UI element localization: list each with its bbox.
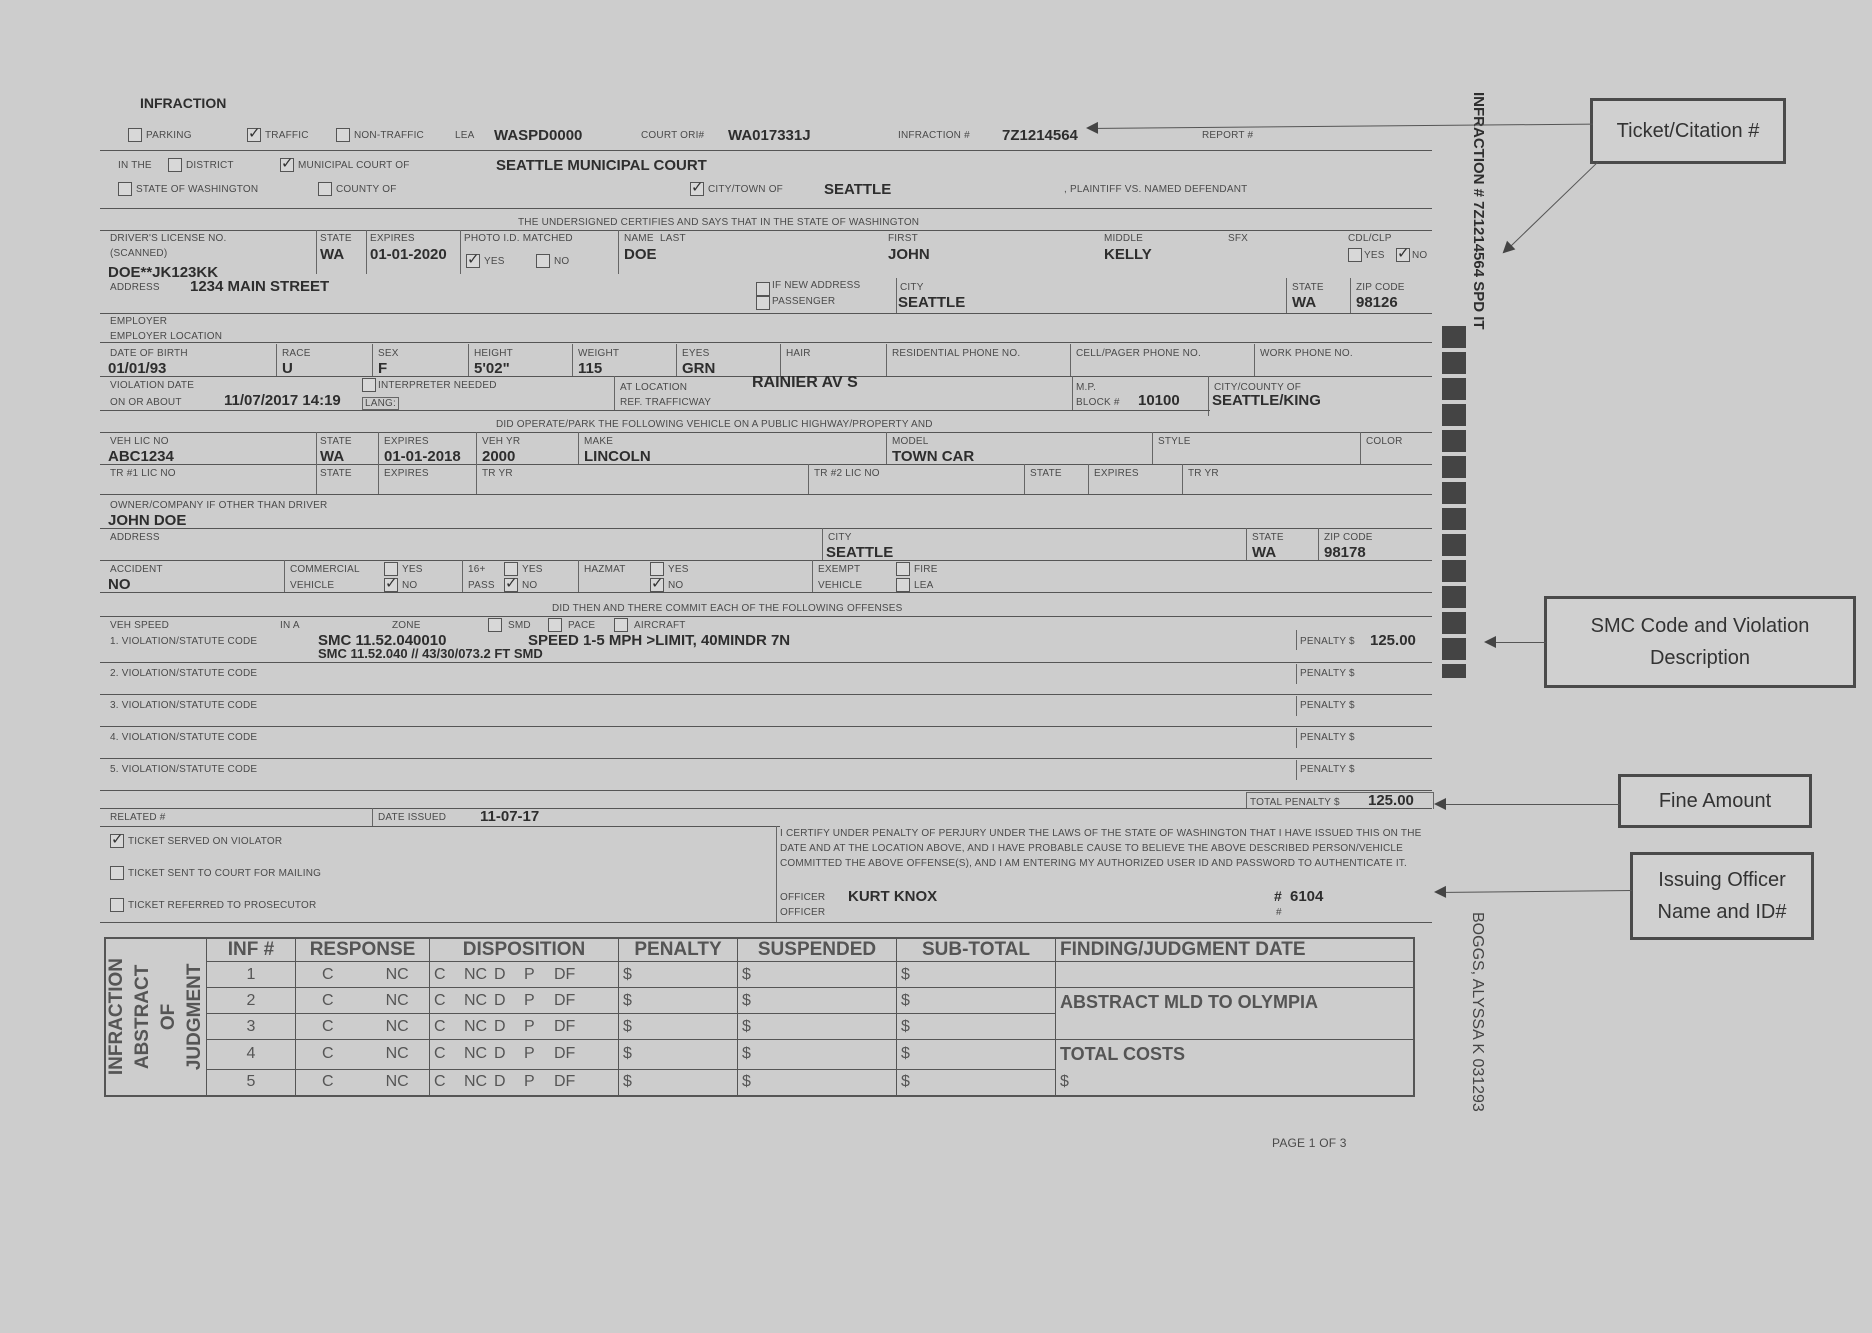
eyes-value: GRN [682, 360, 716, 377]
penalty-5-label: PENALTY $ [1300, 764, 1355, 775]
block-label: BLOCK # [1076, 397, 1120, 408]
first-name-value: JOHN [888, 246, 930, 263]
middle-name-label: MIDDLE [1104, 233, 1143, 244]
veh-lic-value: ABC1234 [108, 448, 174, 465]
pass-yes-label: YES [522, 564, 543, 575]
header-finding-date: FINDING/JUDGMENT DATE [1056, 938, 1415, 962]
operate-text: DID OPERATE/PARK THE FOLLOWING VEHICLE ON A PUBLIC HIGHWAY/PROPERTY AND [496, 419, 933, 430]
divider [100, 342, 1432, 343]
lea-exempt-label: LEA [914, 580, 934, 591]
response-cell: C NC [296, 988, 430, 1014]
disposition-cell: C NC D P DF [430, 1069, 619, 1096]
callout-smc-code [1544, 596, 1856, 688]
parking-label: PARKING [146, 130, 192, 141]
state-value: WA [1292, 294, 1317, 311]
make-value: LINCOLN [584, 448, 651, 465]
penalty-cell: $ [619, 1014, 738, 1040]
lea-label: LEA [455, 130, 475, 141]
exempt-fire-checkbox[interactable] [896, 562, 910, 576]
subtotal-cell: $ [897, 1069, 1056, 1096]
response-cell: C NC [296, 962, 430, 988]
officer-id-prefix-2: # [1276, 907, 1282, 918]
arrow-smc [1486, 642, 1546, 643]
passenger-label: PASSENGER [772, 296, 836, 307]
disposition-cell: C NC D P DF [430, 1040, 619, 1070]
subtotal-cell: $ [897, 962, 1056, 988]
in-a-label: IN A [280, 620, 300, 631]
state-of-wa-label: STATE OF WASHINGTON [136, 184, 259, 195]
last-name-label: LAST [660, 233, 686, 244]
officer-id-prefix: # [1274, 888, 1282, 904]
mp-label: M.P. [1076, 382, 1097, 393]
disposition-cell: C NC D P DF [430, 962, 619, 988]
inf-number: 4 [207, 1040, 296, 1070]
penalty-cell: $ [619, 1040, 738, 1070]
tr2-label: TR #2 LIC NO [814, 468, 880, 479]
city-label: CITY [900, 282, 924, 293]
officer-label: OFFICER [780, 892, 826, 903]
license-label: DRIVER'S LICENSE NO. [110, 233, 227, 244]
in-the-label: IN THE [118, 160, 152, 171]
violation-1-label: 1. VIOLATION/STATUTE CODE [110, 636, 258, 647]
hazmat-label: HAZMAT [584, 564, 626, 575]
date-issued-label: DATE ISSUED [378, 812, 447, 823]
at-location-label: AT LOCATION [620, 382, 688, 393]
arrow-fine [1436, 804, 1620, 805]
pass-16-label: 16+ [468, 564, 486, 575]
abstract-side-label [105, 938, 207, 1096]
make-label: MAKE [584, 436, 614, 447]
pass-label: PASS [468, 580, 495, 591]
side-label-4: JUDGMENT [184, 963, 205, 1071]
district-label: DISTRICT [186, 160, 234, 171]
city-value: SEATTLE [898, 294, 966, 311]
penalty-4-label: PENALTY $ [1300, 732, 1355, 743]
owner-label: OWNER/COMPANY IF OTHER THAN DRIVER [110, 500, 328, 511]
suspended-cell: $ [738, 1040, 897, 1070]
callout-officer-text-1: Issuing Officer [1658, 869, 1786, 891]
state-label: STATE [1292, 282, 1324, 293]
officer-id: 6104 [1290, 888, 1324, 905]
disposition-cell: C NC D P DF [430, 1014, 619, 1040]
header-penalty: PENALTY [619, 938, 738, 962]
address-label: ADDRESS [110, 282, 160, 293]
owner-zip-value: 98178 [1324, 544, 1366, 561]
violation-2-label: 2. VIOLATION/STATUTE CODE [110, 668, 258, 679]
vertical-infraction-number: INFRACTION # 7Z1214564 SPD IT [1470, 92, 1487, 330]
accident-label: ACCIDENT [110, 564, 163, 575]
veh-state-label: STATE [320, 436, 352, 447]
total-costs-label: TOTAL COSTS [1056, 1040, 1415, 1070]
inf-number: 3 [207, 1014, 296, 1040]
suspended-cell: $ [738, 1014, 897, 1040]
tr2-yr-label: TR YR [1188, 468, 1219, 479]
abstract-mld: ABSTRACT MLD TO OLYMPIA [1056, 988, 1415, 1040]
weight-value: 115 [578, 360, 603, 377]
license-value: DOE**JK123KK [108, 264, 219, 281]
veh-yr-label: VEH YR [482, 436, 521, 447]
veh-expires-label: EXPIRES [384, 436, 429, 447]
municipal-label: MUNICIPAL COURT OF [298, 160, 410, 171]
dl-state-value: WA [320, 246, 345, 263]
total-penalty-value: 125.00 [1368, 792, 1414, 809]
infraction-number-value: 7Z1214564 [1002, 127, 1078, 144]
last-name-value: DOE [624, 246, 657, 263]
divider [100, 758, 1432, 759]
disposition-cell: C NC D P DF [430, 988, 619, 1014]
inf-number: 1 [207, 962, 296, 988]
city-town-checkbox[interactable] [690, 182, 704, 196]
pace-label: PACE [568, 620, 596, 631]
divider [100, 464, 1432, 465]
race-value: U [282, 360, 293, 377]
certify-text: I CERTIFY UNDER PENALTY OF PERJURY UNDER THE LAWS OF THE STATE OF WASHINGTON THAT I HAVE ISSUED THIS ON THE DATE AND AT THE LOCATION ABOVE, AND I HAVE PROBABLE CAUSE TO BELIEVE THE ABOVE DESCRIBED PERSON/VEHICLE COMMITTED THE ABOVE OFFENSE(S), AND I AM ENTERING MY AUTHORIZED USER ID AND PASSWORD TO AUTHENTICATE IT. [780, 828, 1422, 869]
infraction-number-label: INFRACTION # [898, 130, 970, 141]
height-value: 5'02" [474, 360, 510, 377]
sex-value: F [378, 360, 388, 377]
court-ori-label: COURT ORI# [641, 130, 705, 141]
form-title: INFRACTION [140, 95, 227, 111]
callout-officer-text-2: Name and ID# [1657, 901, 1787, 923]
fire-label: FIRE [914, 564, 938, 575]
owner-state-label: STATE [1252, 532, 1284, 543]
commercial-yes-label: YES [402, 564, 423, 575]
tr1-expires-label: EXPIRES [384, 468, 429, 479]
lea-value: WASPD0000 [494, 127, 583, 144]
callout-fine-amount [1618, 774, 1812, 828]
side-label-2: ABSTRACT [132, 964, 153, 1070]
response-cell: C NC [296, 1069, 430, 1096]
res-phone-label: RESIDENTIAL PHONE NO. [892, 348, 1021, 359]
height-label: HEIGHT [474, 348, 513, 359]
exempt-lea-checkbox[interactable] [896, 578, 910, 592]
divider [100, 560, 1432, 561]
middle-name-value: KELLY [1104, 246, 1152, 263]
veh-state-value: WA [320, 448, 345, 465]
new-address-checkbox[interactable] [756, 282, 770, 296]
employer-label: EMPLOYER [110, 316, 168, 327]
callout-fine-text: Fine Amount [1658, 790, 1772, 812]
violation-5-label: 5. VIOLATION/STATUTE CODE [110, 764, 258, 775]
non-traffic-label: NON-TRAFFIC [354, 130, 424, 141]
subtotal-cell: $ [897, 1014, 1056, 1040]
zone-label: ZONE [392, 620, 421, 631]
hazmat-no-label: NO [668, 580, 684, 591]
officer-name: KURT KNOX [848, 888, 938, 905]
aircraft-label: AIRCRAFT [634, 620, 686, 631]
city-town-value: SEATTLE [824, 181, 892, 198]
abstract-of-judgment-table [104, 937, 1415, 1097]
state-of-wa-checkbox[interactable] [118, 182, 132, 196]
commercial-no-label: NO [402, 580, 418, 591]
race-label: RACE [282, 348, 311, 359]
report-number-label: REPORT # [1202, 130, 1254, 141]
header-suspended: SUSPENDED [738, 938, 897, 962]
divider [100, 790, 1432, 791]
county-checkbox[interactable] [318, 182, 332, 196]
owner-zip-label: ZIP CODE [1324, 532, 1373, 543]
interpreter-label: INTERPRETER NEEDED [378, 380, 497, 391]
penalty-1-value: 125.00 [1370, 632, 1416, 649]
hair-label: HAIR [786, 348, 811, 359]
total-penalty-label: TOTAL PENALTY $ [1250, 797, 1340, 808]
suspended-cell: $ [738, 988, 897, 1014]
aircraft-checkbox[interactable] [614, 618, 628, 632]
divider [100, 208, 1432, 209]
violation-3-label: 3. VIOLATION/STATUTE CODE [110, 700, 258, 711]
sent-label: TICKET SENT TO COURT FOR MAILING [128, 868, 322, 879]
served-label: TICKET SERVED ON VIOLATOR [128, 836, 283, 847]
traffic-label: TRAFFIC [265, 130, 309, 141]
commercial-vehicle-label: VEHICLE [290, 580, 335, 591]
city-county-value: SEATTLE/KING [1212, 392, 1321, 409]
court-name: SEATTLE MUNICIPAL COURT [496, 157, 707, 174]
penalty-2-label: PENALTY $ [1300, 668, 1355, 679]
ref-trafficway-label: REF. TRAFFICWAY [620, 397, 712, 408]
violation-1-description: SPEED 1-5 MPH >LIMIT, 40MINDR 7N [528, 632, 791, 649]
cdl-yes-checkbox[interactable] [1348, 248, 1362, 262]
district-checkbox[interactable] [168, 158, 182, 172]
violation-date-label: VIOLATION DATE [110, 380, 195, 391]
sfx-label: SFX [1228, 233, 1249, 244]
penalty-cell: $ [619, 962, 738, 988]
inf-number: 2 [207, 988, 296, 1014]
cdl-no-label: NO [1412, 250, 1428, 261]
offenses-heading: DID THEN AND THERE COMMIT EACH OF THE FOLLOWING OFFENSES [552, 603, 903, 614]
penalty-3-label: PENALTY $ [1300, 700, 1355, 711]
passenger-checkbox[interactable] [756, 296, 770, 310]
dl-expires-label: EXPIRES [370, 233, 415, 244]
city-county-label: CITY/COUNTY OF [1214, 382, 1302, 393]
smd-checkbox[interactable] [488, 618, 502, 632]
divider [100, 922, 1432, 923]
side-label-3: OF [158, 1003, 179, 1031]
divider [100, 528, 1432, 529]
tr2-state-label: STATE [1030, 468, 1062, 479]
response-cell: C NC [296, 1014, 430, 1040]
lang-label: LANG: [362, 397, 399, 410]
photo-yes-label: YES [484, 256, 505, 267]
smd-label: SMD [508, 620, 531, 631]
zip-value: 98126 [1356, 294, 1398, 311]
violation-1-code-2: SMC 11.52.040 // 43/30/073.2 FT SMD [318, 646, 543, 661]
callout-smc-text-2: Description [1649, 647, 1751, 669]
date-issued-value: 11-07-17 [480, 808, 540, 825]
name-label: NAME [624, 233, 654, 244]
divider [100, 616, 1432, 617]
block-value: 10100 [1138, 392, 1180, 409]
officer-label-2: OFFICER [780, 907, 826, 918]
cdl-label: CDL/CLP [1348, 233, 1392, 244]
veh-expires-value: 01-01-2018 [384, 448, 461, 465]
finding-date-cell [1056, 962, 1415, 988]
page-indicator: PAGE 1 OF 3 [1272, 1136, 1347, 1150]
veh-yr-value: 2000 [482, 448, 516, 465]
side-label-1: INFRACTION [106, 958, 127, 1076]
penalty-1-label: PENALTY $ [1300, 636, 1355, 647]
header-inf: INF # [207, 938, 296, 962]
owner-value: JOHN DOE [108, 512, 187, 529]
non-traffic-checkbox[interactable] [336, 128, 350, 142]
barcode-strip [1442, 326, 1466, 678]
certifies-text: THE UNDERSIGNED CERTIFIES AND SAYS THAT IN THE STATE OF WASHINGTON [518, 217, 920, 228]
penalty-cell: $ [619, 988, 738, 1014]
weight-label: WEIGHT [578, 348, 620, 359]
tr1-label: TR #1 LIC NO [110, 468, 176, 479]
commercial-no-checkbox[interactable] [384, 578, 398, 592]
response-cell: C NC [296, 1040, 430, 1070]
hazmat-yes-label: YES [668, 564, 689, 575]
divider [100, 432, 1432, 433]
dob-value: 01/01/93 [108, 360, 167, 377]
interpreter-checkbox[interactable] [362, 378, 376, 392]
callout-issuing-officer [1630, 852, 1814, 940]
referred-label: TICKET REFERRED TO PROSECUTOR [128, 900, 317, 911]
municipal-checkbox[interactable] [280, 158, 294, 172]
veh-speed-label: VEH SPEED [110, 620, 170, 631]
new-address-label: IF NEW ADDRESS [772, 280, 861, 291]
callout-smc-text-1: SMC Code and Violation [1590, 615, 1810, 637]
divider [100, 410, 1210, 411]
scanned-label: (SCANNED) [110, 248, 168, 259]
owner-city-value: SEATTLE [826, 544, 894, 561]
cell-phone-label: CELL/PAGER PHONE NO. [1076, 348, 1201, 359]
total-costs-cell: $ [1056, 1069, 1415, 1096]
city-town-label: CITY/TOWN OF [708, 184, 783, 195]
divider [100, 313, 1432, 314]
divider [100, 662, 1432, 663]
eyes-label: EYES [682, 348, 710, 359]
cdl-yes-label: YES [1364, 250, 1385, 261]
violation-date-value: 11/07/2017 14:19 [224, 392, 341, 409]
header-response: RESPONSE [296, 938, 430, 962]
dl-state-label: STATE [320, 233, 352, 244]
accident-value: NO [108, 576, 131, 593]
divider [100, 826, 780, 827]
model-value: TOWN CAR [892, 448, 975, 465]
pass-no-checkbox[interactable] [504, 578, 518, 592]
work-phone-label: WORK PHONE NO. [1260, 348, 1353, 359]
arrow-officer [1436, 890, 1632, 893]
photo-id-yes-checkbox[interactable] [466, 254, 480, 268]
parking-checkbox[interactable] [128, 128, 142, 142]
owner-city-label: CITY [828, 532, 852, 543]
owner-address-label: ADDRESS [110, 532, 160, 543]
suspended-cell: $ [738, 1069, 897, 1096]
header-disposition: DISPOSITION [430, 938, 619, 962]
divider [100, 150, 1432, 151]
tr2-expires-label: EXPIRES [1094, 468, 1139, 479]
color-label: COLOR [1366, 436, 1403, 447]
related-label: RELATED # [110, 812, 166, 823]
address-value: 1234 MAIN STREET [190, 278, 330, 295]
vertical-name: BOGGS, ALYSSA K 031293 [1469, 912, 1486, 1112]
divider [100, 808, 1432, 809]
arrow-ticket-vertical [1504, 162, 1598, 253]
callout-ticket-text: Ticket/Citation # [1616, 120, 1760, 142]
arrow-ticket-number [1088, 124, 1593, 129]
exempt-vehicle-label: VEHICLE [818, 580, 863, 591]
sent-checkbox[interactable] [110, 866, 124, 880]
traffic-checkbox[interactable] [247, 128, 261, 142]
subtotal-cell: $ [897, 1040, 1056, 1070]
cdl-no-checkbox[interactable] [1396, 248, 1410, 262]
owner-state-value: WA [1252, 544, 1277, 561]
suspended-cell: $ [738, 962, 897, 988]
pass-no-label: NO [522, 580, 538, 591]
first-name-label: FIRST [888, 233, 918, 244]
callout-ticket-citation [1590, 98, 1786, 164]
violation-1-code: SMC 11.52.040010 [318, 632, 447, 649]
tr1-state-label: STATE [320, 468, 352, 479]
location-value: RAINIER AV S [752, 374, 858, 391]
exempt-label: EXEMPT [818, 564, 861, 575]
photo-no-label: NO [554, 256, 570, 267]
court-ori-value: WA017331J [728, 127, 811, 144]
photo-id-no-checkbox[interactable] [536, 254, 550, 268]
divider [100, 230, 1432, 231]
hazmat-no-checkbox[interactable] [650, 578, 664, 592]
divider [100, 694, 1432, 695]
plaintiff-text: , PLAINTIFF VS. NAMED DEFENDANT [1064, 184, 1248, 195]
dl-expires-value: 01-01-2020 [370, 246, 447, 263]
pace-checkbox[interactable] [548, 618, 562, 632]
divider [100, 726, 1432, 727]
photo-id-label: PHOTO I.D. MATCHED [464, 233, 573, 244]
violation-4-label: 4. VIOLATION/STATUTE CODE [110, 732, 258, 743]
model-label: MODEL [892, 436, 929, 447]
sex-label: SEX [378, 348, 399, 359]
divider [100, 592, 1432, 593]
veh-lic-label: VEH LIC NO [110, 436, 169, 447]
zip-label: ZIP CODE [1356, 282, 1405, 293]
county-label: COUNTY OF [336, 184, 397, 195]
on-or-about-label: ON OR ABOUT [110, 397, 182, 408]
header-subtotal: SUB-TOTAL [897, 938, 1056, 962]
inf-number: 5 [207, 1069, 296, 1096]
dob-label: DATE OF BIRTH [110, 348, 188, 359]
commercial-label: COMMERCIAL [290, 564, 360, 575]
style-label: STYLE [1158, 436, 1191, 447]
employer-location-label: EMPLOYER LOCATION [110, 331, 223, 342]
served-checkbox[interactable] [110, 834, 124, 848]
subtotal-cell: $ [897, 988, 1056, 1014]
referred-checkbox[interactable] [110, 898, 124, 912]
penalty-cell: $ [619, 1069, 738, 1096]
tr1-yr-label: TR YR [482, 468, 513, 479]
divider [100, 494, 1432, 495]
